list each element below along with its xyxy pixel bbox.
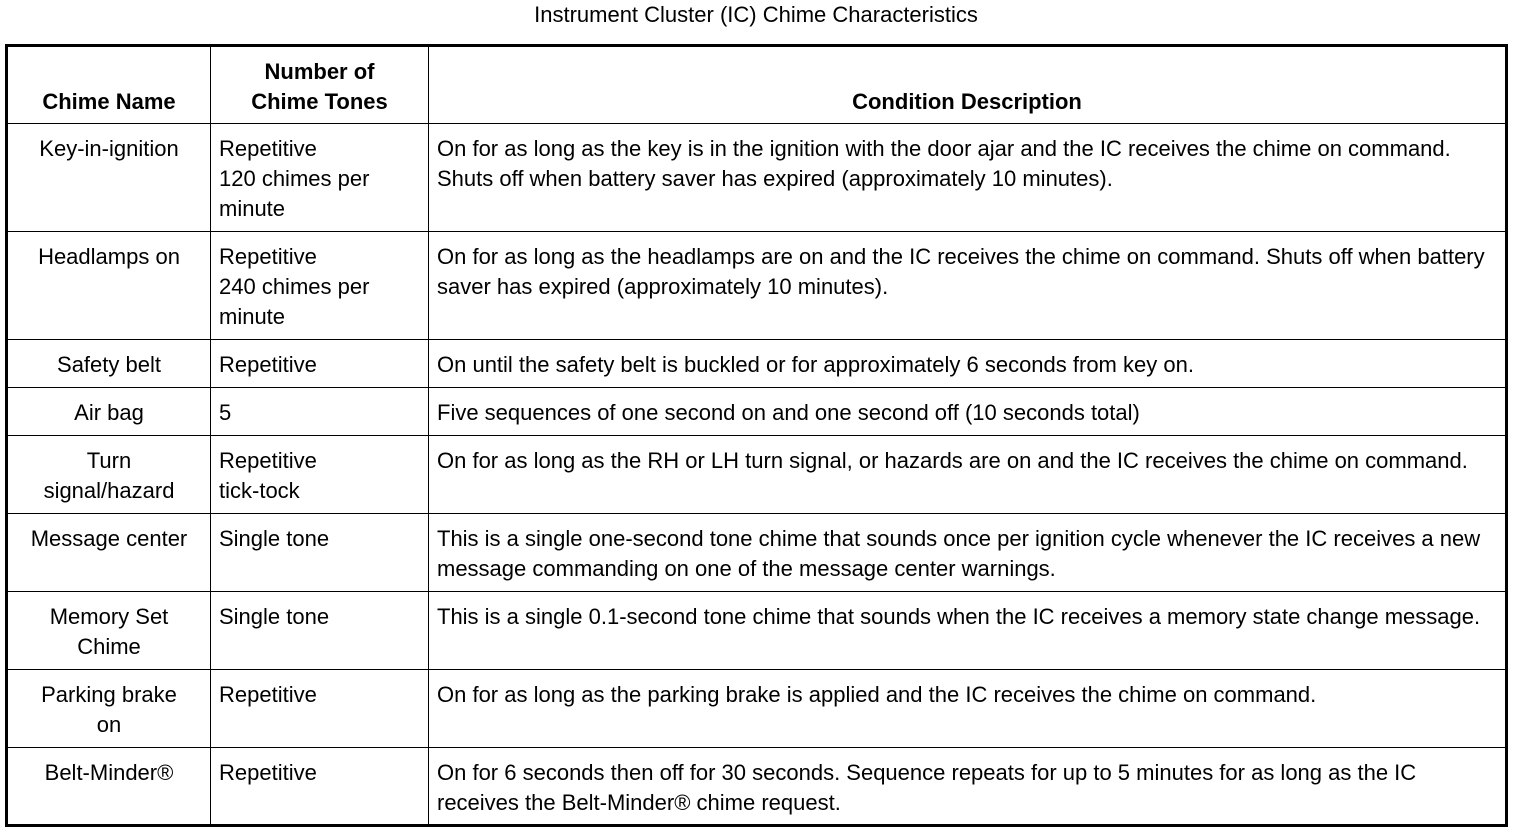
chime-tones-cell: Repetitive xyxy=(211,748,429,826)
table-row xyxy=(7,670,1507,748)
header-condition-description: Condition Description xyxy=(429,46,1507,124)
table-caption: Instrument Cluster (IC) Chime Characteristics xyxy=(534,2,978,27)
condition-description-cell: On for 6 seconds then off for 30 seconds. Sequence repeats for up to 5 minutes for as long as the IC receives the Belt-Minder® chime request. xyxy=(429,748,1507,826)
chime-tones-cell: 5 xyxy=(211,388,429,436)
chime-tones-cell: Repetitive 240 chimes per minute xyxy=(211,232,429,340)
header-chime-name: Chime Name xyxy=(7,46,211,124)
chime-tones-cell: Single tone xyxy=(211,514,429,592)
table-row xyxy=(7,124,1507,232)
condition-description-cell: On for as long as the parking brake is applied and the IC receives the chime on command. xyxy=(429,670,1507,748)
chime-name-cell: Air bag xyxy=(7,388,211,436)
header-number-of-chime-tones: Number of Chime Tones xyxy=(211,46,429,124)
chime-name-cell: Safety belt xyxy=(7,340,211,388)
chime-name-cell: Parking brake on xyxy=(7,670,211,748)
chime-tones-cell: Repetitive tick-tock xyxy=(211,436,429,514)
header-row xyxy=(7,46,1507,124)
chime-characteristics-table xyxy=(5,44,1508,827)
condition-description-cell: On for as long as the RH or LH turn signal, or hazards are on and the IC receives the chime on command. xyxy=(429,436,1507,514)
chime-name-cell: Belt-Minder® xyxy=(7,748,211,826)
condition-description-cell: Five sequences of one second on and one second off (10 seconds total) xyxy=(429,388,1507,436)
condition-description-cell: This is a single one-second tone chime that sounds once per ignition cycle whenever the IC receives a new message commanding on one of the message center warnings. xyxy=(429,514,1507,592)
condition-description-cell: On until the safety belt is buckled or for approximately 6 seconds from key on. xyxy=(429,340,1507,388)
chime-name-cell: Headlamps on xyxy=(7,232,211,340)
table-row xyxy=(7,340,1507,388)
chime-tones-cell: Repetitive xyxy=(211,670,429,748)
table-row xyxy=(7,388,1507,436)
chime-tones-cell: Repetitive xyxy=(211,340,429,388)
table-row xyxy=(7,514,1507,592)
chime-tones-cell: Repetitive 120 chimes per minute xyxy=(211,124,429,232)
chime-tones-cell: Single tone xyxy=(211,592,429,670)
table-row xyxy=(7,436,1507,514)
table-row xyxy=(7,232,1507,340)
chime-name-cell: Turn signal/hazard xyxy=(7,436,211,514)
condition-description-cell: This is a single 0.1-second tone chime that sounds when the IC receives a memory state change message. xyxy=(429,592,1507,670)
condition-description-cell: On for as long as the headlamps are on and the IC receives the chime on command. Shuts off when battery saver has expired (approximately 10 minutes). xyxy=(429,232,1507,340)
chime-name-cell: Key-in-ignition xyxy=(7,124,211,232)
table-row xyxy=(7,592,1507,670)
chime-name-cell: Memory Set Chime xyxy=(7,592,211,670)
chime-name-cell: Message center xyxy=(7,514,211,592)
table-row xyxy=(7,748,1507,826)
condition-description-cell: On for as long as the key is in the ignition with the door ajar and the IC receives the chime on command. Shuts off when battery saver has expired (approximately 10 minutes). xyxy=(429,124,1507,232)
